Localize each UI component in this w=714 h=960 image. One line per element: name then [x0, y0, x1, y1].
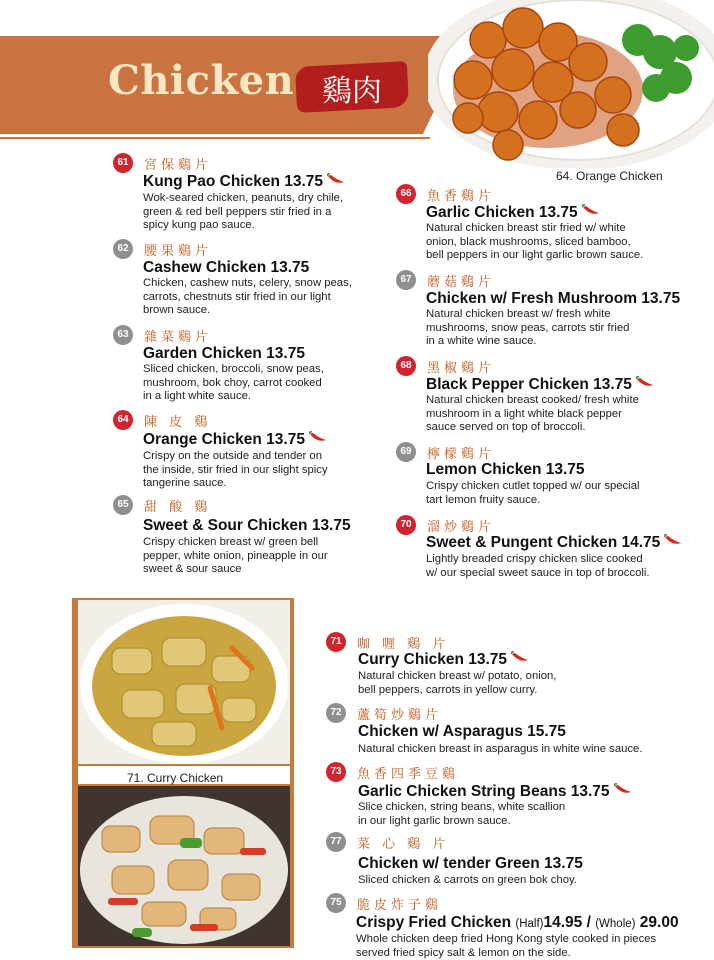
item-name-text: Garlic Chicken 13.75 — [426, 204, 578, 221]
item-description: Slice chicken, string beans, white scallion in our light garlic brown sauce. — [358, 801, 566, 827]
menu-item — [326, 762, 714, 832]
menu-item — [326, 832, 714, 892]
orange-chicken-caption: 64. Orange Chicken — [556, 169, 663, 183]
curry-chicken-caption: 71. Curry Chicken — [127, 771, 224, 785]
item-chinese-name: 檸檬鷄片 — [427, 447, 496, 462]
item-name — [358, 783, 632, 801]
item-name: Chicken w/ tender Green 13.75 — [358, 855, 583, 872]
item-name — [426, 376, 654, 394]
chili-pepper-icon — [511, 651, 529, 663]
menu-item — [113, 325, 413, 407]
item-name: Chicken w/ Fresh Mushroom 13.75 — [426, 290, 681, 307]
item-description: Sliced chicken & carrots on green bok choy. — [358, 874, 577, 886]
half-price: 14.95 — [543, 914, 583, 931]
item-number-badge: 66 — [396, 184, 416, 204]
item-name: Chicken w/ Asparagus 15.75 — [358, 723, 566, 740]
item-number-badge: 62 — [113, 239, 133, 259]
item-number-badge: 68 — [396, 356, 416, 376]
chili-pepper-icon — [582, 204, 600, 216]
item-description: Crispy on the outside and tender on the inside, stir fried in our slight spicy tangerine sauce. — [143, 450, 328, 490]
chili-pepper-icon — [664, 534, 682, 546]
item-name — [426, 204, 600, 222]
menu-item — [326, 632, 714, 702]
item-name-text: Sweet & Pungent Chicken 14.75 — [426, 534, 661, 551]
item-number-badge: 72 — [326, 703, 346, 723]
item-chinese-name: 菜 心 鷄 片 — [357, 837, 450, 852]
item-chinese-name: 腰果鷄片 — [144, 244, 213, 259]
whole-price: 29.00 — [639, 914, 679, 931]
item-name — [358, 651, 529, 669]
item-chinese-name: 脆皮炸子鷄 — [357, 898, 443, 913]
item-chinese-name: 甜 酸 鷄 — [144, 500, 212, 515]
menu-item — [113, 239, 413, 321]
item-number-badge: 67 — [396, 270, 416, 290]
menu-item — [396, 442, 714, 512]
page-title-chinese: 鷄肉 — [322, 74, 382, 109]
item-name — [356, 914, 679, 932]
menu-item — [396, 184, 714, 266]
item-name-text: Crispy Fried Chicken — [356, 914, 512, 931]
menu-item — [113, 153, 413, 235]
item-description: Wok-seared chicken, peanuts, dry chile, green & red bell peppers stir fried in a spicy kung pao sauce. — [143, 192, 344, 232]
item-chinese-name: 魚香四季豆鷄 — [357, 767, 460, 782]
item-description: Natural chicken breast stir fried w/ white onion, black mushrooms, sliced bamboo, bell peppers in our light garlic brown sauce. — [426, 222, 644, 262]
item-number-badge: 75 — [326, 893, 346, 913]
menu-item — [113, 495, 413, 577]
item-description: Chicken, cashew nuts, celery, snow peas, carrots, chestnuts stir fried in our light brown sauce. — [143, 277, 352, 317]
item-name: Lemon Chicken 13.75 — [426, 461, 585, 478]
item-number-badge: 65 — [113, 495, 133, 515]
item-chinese-name: 宮保鷄片 — [144, 158, 213, 173]
item-number-badge: 64 — [113, 410, 133, 430]
page-title: Chicken — [108, 57, 295, 104]
item-name-text: Orange Chicken 13.75 — [143, 431, 305, 448]
chili-pepper-icon — [327, 173, 345, 185]
item-number-badge: 77 — [326, 832, 346, 852]
item-description: Natural chicken breast w/ potato, onion, bell peppers, carrots in yellow curry. — [358, 670, 557, 696]
item-chinese-name: 咖 喱 鷄 片 — [357, 637, 450, 652]
item-number-badge: 70 — [396, 515, 416, 535]
banner-rule — [0, 137, 430, 139]
whole-label: (Whole) — [595, 918, 636, 930]
item-chinese-name: 蘑菇鷄片 — [427, 275, 496, 290]
item-chinese-name: 溜炒鷄片 — [427, 520, 496, 535]
chili-pepper-icon — [614, 783, 632, 795]
price-separator: / — [586, 914, 591, 931]
item-description: Natural chicken breast in asparagus in white wine sauce. — [358, 743, 643, 755]
item-name-text: Garlic Chicken String Beans 13.75 — [358, 783, 610, 800]
menu-item — [326, 893, 714, 960]
menu-item — [396, 515, 714, 585]
item-number-badge: 63 — [113, 325, 133, 345]
item-description: Crispy chicken cutlet topped w/ our special tart lemon fruity sauce. — [426, 480, 640, 506]
item-chinese-name: 黑椒鷄片 — [427, 361, 496, 376]
chili-pepper-icon — [309, 431, 327, 443]
half-label: (Half) — [515, 918, 544, 930]
item-chinese-name: 陳 皮 鷄 — [144, 415, 212, 430]
item-number-badge: 61 — [113, 153, 133, 173]
item-name: Sweet & Sour Chicken 13.75 — [143, 517, 351, 534]
item-name: Garden Chicken 13.75 — [143, 345, 305, 362]
item-chinese-name: 蘆筍炒鷄片 — [357, 708, 443, 723]
item-chinese-name: 雜菜鷄片 — [144, 330, 213, 345]
item-name — [143, 431, 327, 449]
item-name: Cashew Chicken 13.75 — [143, 259, 310, 276]
item-number-badge: 69 — [396, 442, 416, 462]
item-name — [426, 534, 682, 552]
item-number-badge: 71 — [326, 632, 346, 652]
orange-chicken-photo — [428, 0, 714, 168]
menu-item — [396, 356, 714, 438]
menu-item — [396, 270, 714, 352]
item-number-badge: 73 — [326, 762, 346, 782]
menu-item — [113, 410, 413, 492]
chili-pepper-icon — [636, 376, 654, 388]
item-description: Crispy chicken breast w/ green bell pepper, white onion, pineapple in our sweet & sour sauce — [143, 536, 328, 576]
item-chinese-name: 魚香鷄片 — [427, 189, 496, 204]
menu-item — [326, 703, 714, 763]
item-description: Natural chicken breast cooked/ fresh white mushroom in a light white black pepper sauce served on top of broccoli. — [426, 394, 639, 434]
item-name-text: Black Pepper Chicken 13.75 — [426, 376, 632, 393]
item-description: Lightly breaded crispy chicken slice cooked w/ our special sweet sauce in top of broccoli. — [426, 553, 650, 579]
item-description: Whole chicken deep fried Hong Kong style cooked in pieces served fried spicy salt & lemon on the side. — [356, 933, 657, 959]
item-name-text: Curry Chicken 13.75 — [358, 651, 508, 668]
item-name-text: Kung Pao Chicken 13.75 — [143, 173, 324, 190]
item-name — [143, 173, 345, 191]
item-description: Sliced chicken, broccoli, snow peas, mushroom, bok choy, carrot cooked in a light white sauce. — [143, 363, 324, 403]
item-description: Natural chicken breast w/ fresh white mushrooms, snow peas, carrots stir fried in a white wine sauce. — [426, 308, 630, 348]
